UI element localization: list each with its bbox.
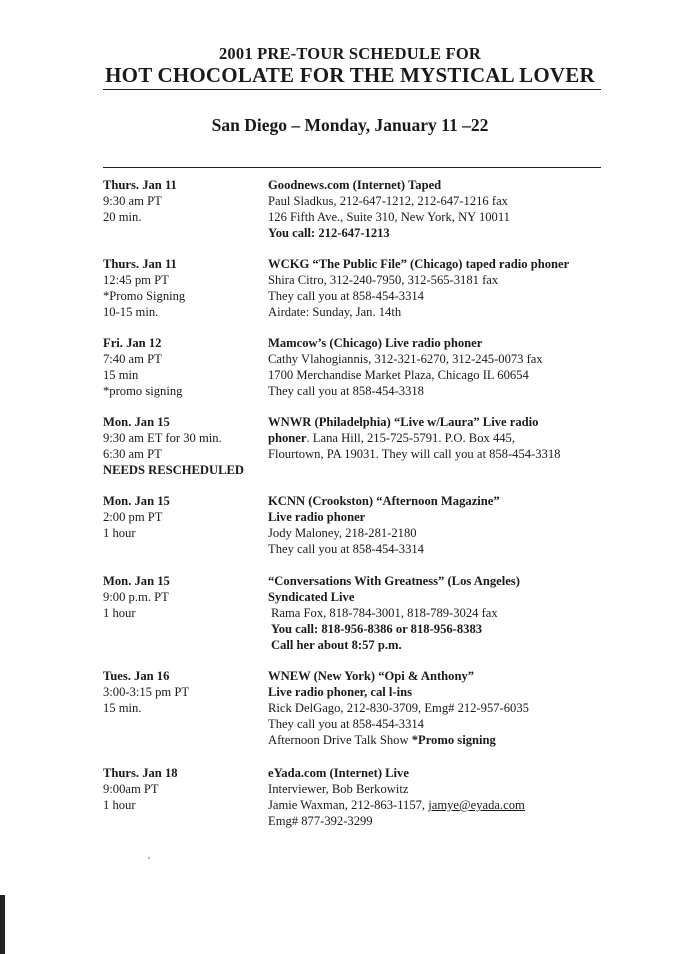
- entry-date: Fri. Jan 12: [103, 336, 162, 350]
- entry-time: 9:00am PT: [103, 782, 159, 796]
- entry-duration: 1 hour: [103, 606, 136, 620]
- entry-time-column: [103, 765, 263, 813]
- entry-time-column: [103, 573, 263, 621]
- entry-outlet: WNEW (New York) “Opi & Anthony”: [268, 669, 475, 683]
- entry-show-info: [268, 732, 688, 748]
- entry-interviewer: Interviewer, Bob Berkowitz: [268, 782, 409, 796]
- entry-call-info: They call you at 858-454-3318: [268, 384, 424, 398]
- entry-duration: 1 hour: [103, 526, 136, 540]
- entry-time-column: [103, 177, 263, 225]
- entry-contact-text: Jamie Waxman, 212-863-1157,: [268, 798, 429, 812]
- entry-time: 9:30 am PT: [103, 194, 162, 208]
- entry-details-column: [268, 177, 688, 241]
- entry-details-column: [268, 765, 688, 829]
- book-title: HOT CHOCOLATE FOR THE MYSTICAL LOVER: [105, 63, 595, 87]
- entry-contact: Rick DelGago, 212-830-3709, Emg# 212-957-6035: [268, 701, 529, 715]
- entry-time: 7:40 am PT: [103, 352, 162, 366]
- entry-call-info: They call you at 858-454-3314: [268, 289, 424, 303]
- entry-time-column: [103, 414, 263, 478]
- entry-contact-text: . Lana Hill, 215-725-5791. P.O. Box 445,: [306, 431, 515, 445]
- entry-time: 9:00 p.m. PT: [103, 590, 169, 604]
- entry-format: Live radio phoner, cal l-ins: [268, 685, 413, 699]
- section-rule: [103, 167, 601, 168]
- entry-date: Mon. Jan 15: [103, 574, 170, 588]
- entry-duration: 1 hour: [103, 798, 136, 812]
- entry-date: Thurs. Jan 18: [103, 766, 178, 780]
- entry-call-info: They call you at 858-454-3314: [268, 542, 424, 556]
- entry-time: 9:30 am ET for 30 min.: [103, 431, 222, 445]
- entry-time: 3:00-3:15 pm PT: [103, 685, 190, 699]
- entry-contact: Paul Sladkus, 212-647-1212, 212-647-1216 fax: [268, 194, 508, 208]
- entry-contact: Shira Citro, 312-240-7950, 312-565-3181 fax: [268, 273, 499, 287]
- entry-duration: 20 min.: [103, 210, 142, 224]
- entry-call-info: They call you at 858-454-3314: [268, 717, 424, 731]
- email-link[interactable]: jamye@eyada.com: [428, 798, 525, 812]
- entry-details-column: [268, 335, 688, 399]
- entry-details-column: [268, 256, 688, 320]
- entry-outlet: Goodnews.com (Internet) Taped: [268, 178, 442, 192]
- schedule-title: 2001 PRE-TOUR SCHEDULE FOR: [218, 44, 482, 63]
- entry-date: Mon. Jan 15: [103, 415, 170, 429]
- entry-note: *Promo Signing: [103, 289, 186, 303]
- title-rule: [103, 89, 601, 90]
- entry-outlet: “Conversations With Greatness” (Los Angeles): [268, 574, 520, 588]
- entry-call-info: You call: 818-956-8386 or 818-956-8383: [271, 622, 483, 636]
- entry-details-column: [268, 493, 688, 557]
- entry-duration: 10-15 min.: [103, 305, 159, 319]
- entry-show-name: Afternoon Drive Talk Show: [268, 733, 412, 747]
- entry-contact: Cathy Vlahogiannis, 312-321-6270, 312-245-0073 fax: [268, 352, 543, 366]
- entry-time-column: [103, 335, 263, 399]
- entry-format: Syndicated Live: [268, 590, 355, 604]
- entry-address: Flourtown, PA 19031. They will call you at 858-454-3318: [268, 447, 561, 461]
- entry-time: 12:45 pm PT: [103, 273, 169, 287]
- entry-contact: [268, 797, 688, 813]
- entry-address: 126 Fifth Ave., Suite 310, New York, NY 10011: [268, 210, 510, 224]
- entry-promo-note: *Promo signing: [411, 733, 496, 747]
- entry-outlet: WNWR (Philadelphia) “Live w/Laura” Live radio: [268, 415, 539, 429]
- entry-address: 1700 Merchandise Market Plaza, Chicago IL 60654: [268, 368, 529, 382]
- entry-outlet: Mamcow’s (Chicago) Live radio phoner: [268, 336, 483, 350]
- entry-time: 2:00 pm PT: [103, 510, 163, 524]
- entry-note: *promo signing: [103, 384, 183, 398]
- entry-details-column: [268, 668, 688, 748]
- entry-details-column: [268, 414, 688, 462]
- entry-emergency-phone: Emg# 877-392-3299: [268, 814, 373, 828]
- entry-date: Thurs. Jan 11: [103, 257, 177, 271]
- entry-time-column: [103, 668, 263, 716]
- entry-details-column: [268, 573, 688, 653]
- entry-date: Thurs. Jan 11: [103, 178, 177, 192]
- entry-contact: Jody Maloney, 218-281-2180: [268, 526, 417, 540]
- location-dates-subtitle: San Diego – Monday, January 11 –22: [211, 115, 489, 135]
- entry-call-time: Call her about 8:57 p.m.: [271, 638, 402, 652]
- entry-date: Mon. Jan 15: [103, 494, 170, 508]
- entry-time-column: [103, 493, 263, 541]
- entry-time-local: 6:30 am PT: [103, 447, 162, 461]
- entry-status-note: NEEDS RESCHEDULED: [103, 463, 245, 477]
- entry-outlet-continued: phoner: [268, 431, 307, 445]
- entry-outlet: eYada.com (Internet) Live: [268, 766, 409, 780]
- entry-call-info: You call: 212-647-1213: [268, 226, 390, 240]
- entry-contact: Rama Fox, 818-784-3001, 818-789-3024 fax: [271, 606, 498, 620]
- entry-contact: [268, 430, 688, 446]
- scan-speck: [148, 857, 150, 859]
- entry-outlet: WCKG “The Public File” (Chicago) taped radio phoner: [268, 257, 570, 271]
- entry-date: Tues. Jan 16: [103, 669, 170, 683]
- entry-outlet: KCNN (Crookston) “Afternoon Magazine”: [268, 494, 500, 508]
- entry-duration: 15 min.: [103, 701, 142, 715]
- entry-airdate: Airdate: Sunday, Jan. 14th: [268, 305, 402, 319]
- entry-format: Live radio phoner: [268, 510, 366, 524]
- page-edge-shadow: [0, 895, 5, 954]
- entry-duration: 15 min: [103, 368, 139, 382]
- entry-time-column: [103, 256, 263, 320]
